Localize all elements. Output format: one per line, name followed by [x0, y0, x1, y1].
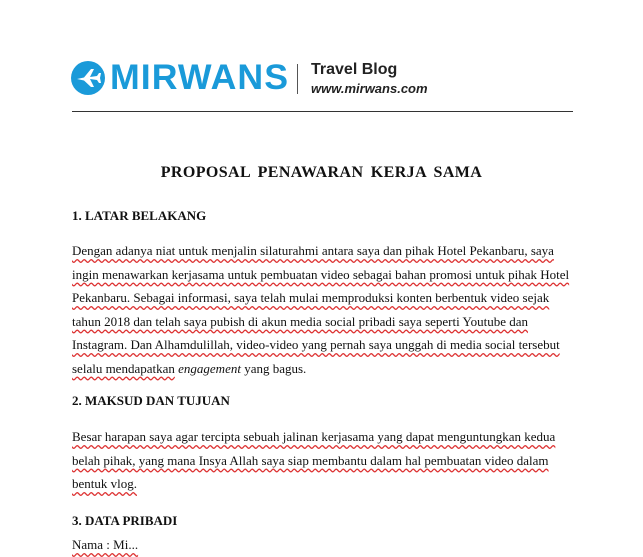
airplane-icon — [70, 60, 106, 96]
text-line: Dengan adanya niat untuk menjalin silaturahmi antara saya dan pihak Hotel Pekanbaru, saya — [72, 243, 554, 258]
document-title: PROPOSAL PENAWARAN KERJA SAMA — [160, 164, 483, 181]
text-line: Besar harapan saya agar tercipta sebuah jalinan kerjasama yang dapat menguntungkan kedua — [72, 429, 556, 444]
text-line-end: yang bagus. — [244, 360, 307, 376]
text-line: Instagram. Dan Alhamdulillah, video-video yang pernah saya unggah di media social tersebut — [72, 337, 560, 352]
text-line: bentuk vlog. — [72, 476, 137, 491]
tagline-url: www.mirwans.com — [311, 81, 428, 96]
tagline-title: Travel Blog — [311, 61, 398, 78]
text-line: Nama : Mi... — [72, 537, 139, 552]
text-line: selalu mendapatkan — [72, 360, 175, 376]
section-heading: 1. LATAR BELAKANG — [72, 208, 207, 223]
brand-name: MIRWANS — [110, 58, 290, 97]
italic-term: engagement — [178, 360, 241, 376]
paragraph-data-pribadi — [72, 533, 572, 557]
text-line: ingin menawarkan kerjasama untuk pembuatan video sebagai bahan promosi untuk pihak Hotel — [72, 266, 570, 282]
tagline — [311, 61, 428, 97]
text-line: belah pihak, yang mana Insya Allah saya siap membantu dalam hal pembuatan video dalam — [72, 452, 549, 468]
brand-logo — [70, 58, 290, 97]
text-line: tahun 2018 dan telah saya pubish di akun media social pribadi saya seperti Youtube dan — [72, 313, 528, 329]
text-line: Pekanbaru. Sebagai informasi, saya telah mulai memproduksi konten berbentuk video sejak — [72, 290, 550, 305]
header-rule — [72, 111, 573, 112]
paragraph-latar-belakang — [72, 239, 572, 380]
section-heading: 3. DATA PRIBADI — [72, 513, 178, 528]
paragraph-maksud-tujuan — [72, 425, 572, 496]
section-heading: 2. MAKSUD DAN TUJUAN — [72, 393, 230, 408]
header-divider — [297, 64, 298, 94]
